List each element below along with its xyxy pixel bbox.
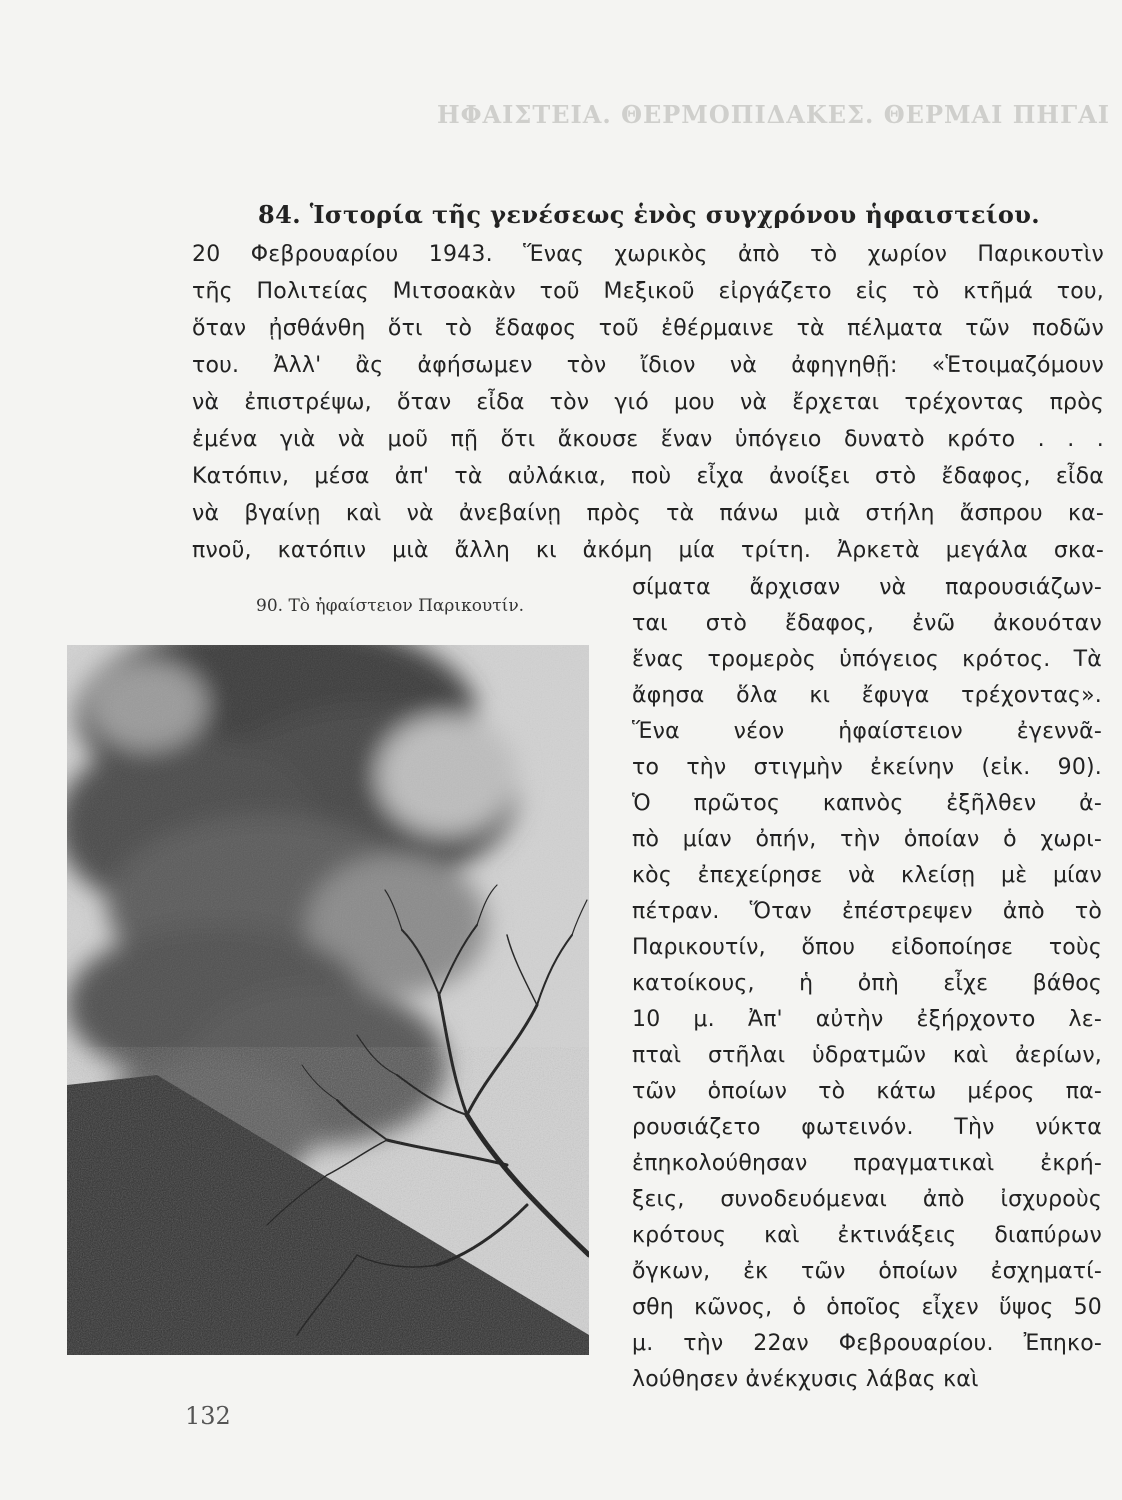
volcano-photo-image	[67, 645, 589, 1355]
volcano-photo	[67, 645, 589, 1355]
text-line: του. Ἀλλ' ἂς ἀφήσωμεν τὸν ἴδιον νὰ ἀφηγηθῇ: «Ἑτοιμαζόμουν	[192, 353, 1104, 378]
text-line: πταὶ στῆλαι ὑδρατμῶν καὶ ἀερίων,	[632, 1043, 1102, 1068]
text-line: ἐπηκολούθησαν πραγματικαὶ ἐκρή-	[632, 1151, 1102, 1176]
text-line: ρουσιάζετο φωτεινόν. Τὴν νύκτα	[632, 1115, 1102, 1140]
text-line: μ. τὴν 22αν Φεβρουαρίου. Ἐπηκο-	[632, 1331, 1102, 1356]
text-line: το τὴν στιγμὴν ἐκείνην (εἰκ. 90).	[632, 755, 1102, 780]
text-line: πέτραν. Ὅταν ἐπέστρεψεν ἀπὸ τὸ	[632, 899, 1102, 924]
text-line: Παρικουτίν, ὅπου εἰδοποίησε τοὺς	[632, 935, 1102, 960]
section-title: 84. Ἱστορία τῆς γενέσεως ἑνὸς συγχρόνου ἡφαιστείου.	[258, 200, 1041, 229]
text-line: ξεις, συνοδευόμεναι ἀπὸ ἰσχυροὺς	[632, 1187, 1102, 1212]
text-line: κρότους καὶ ἐκτινάξεις διαπύρων	[632, 1223, 1102, 1248]
text-line: Κατόπιν, μέσα ἀπ' τὰ αὐλάκια, ποὺ εἶχα ἀνοίξει στὸ ἔδαφος, εἶδα	[192, 464, 1104, 489]
text-line: τῆς Πολιτείας Μιτσοακὰν τοῦ Μεξικοῦ εἰργάζετο εἰς τὸ κτῆμά του,	[192, 279, 1104, 304]
text-line: 10 μ. Ἀπ' αὐτὴν ἐξήρχοντο λε-	[632, 1007, 1102, 1032]
text-line: κὸς ἐπεχείρησε νὰ κλείσῃ μὲ μίαν	[632, 863, 1102, 888]
text-line: ὄγκων, ἐκ τῶν ὁποίων ἐσχηματί-	[632, 1259, 1102, 1284]
figure-caption: 90. Τὸ ἡφαίστειον Παρικουτίν.	[256, 596, 525, 616]
text-line: σίματα ἄρχισαν νὰ παρουσιάζων-	[632, 575, 1102, 600]
text-line: Ὁ πρῶτος καπνὸς ἐξῆλθεν ἀ-	[632, 791, 1102, 816]
text-line: Ἕνα νέον ἡφαίστειον ἐγεννᾶ-	[632, 719, 1102, 744]
text-line: ἐμένα γιὰ νὰ μοῦ πῇ ὅτι ἄκουσε ἕναν ὑπόγειο δυνατὸ κρότο . . .	[192, 427, 1104, 452]
text-line: 20 Φεβρουαρίου 1943. Ἕνας χωρικὸς ἀπὸ τὸ χωρίον Παρικουτὶν	[192, 242, 1104, 267]
text-line: κατοίκους, ἡ ὀπὴ εἶχε βάθος	[632, 971, 1102, 996]
text-line: ὅταν ᾐσθάνθη ὅτι τὸ ἔδαφος τοῦ ἐθέρμαινε τὰ πέλματα τῶν ποδῶν	[192, 316, 1104, 341]
page-number: 132	[185, 1402, 231, 1430]
text-line: τῶν ὁποίων τὸ κάτω μέρος πα-	[632, 1079, 1102, 1104]
text-line: πνοῦ, κατόπιν μιὰ ἄλλη κι ἀκόμη μία τρίτη. Ἀρκετὰ μεγάλα σκα-	[192, 538, 1104, 563]
text-line: σθη κῶνος, ὁ ὁποῖος εἶχεν ὕψος 50	[632, 1295, 1102, 1320]
text-line: πὸ μίαν ὀπήν, τὴν ὁποίαν ὁ χωρι-	[632, 827, 1102, 852]
text-line: λούθησεν ἀνέκχυσις λάβας καὶ	[632, 1367, 979, 1392]
text-line: ἄφησα ὅλα κι ἔφυγα τρέχοντας».	[632, 683, 1102, 708]
text-line: νὰ ἐπιστρέψω, ὅταν εἶδα τὸν γιό μου νὰ ἔρχεται τρέχοντας πρὸς	[192, 390, 1104, 415]
text-line: νὰ βγαίνῃ καὶ νὰ ἀνεβαίνῃ πρὸς τὰ πάνω μιὰ στήλη ἄσπρου κα-	[192, 501, 1104, 526]
text-line: ται στὸ ἔδαφος, ἐνῶ ἀκουόταν	[632, 611, 1102, 636]
header-bleed-through: ΗΦΑΙΣΤΕΙΑ. ΘΕΡΜΟΠΙΔΑΚΕΣ. ΘΕΡΜΑΙ ΠΗΓΑΙ	[436, 100, 1110, 129]
text-line: ἕνας τρομερὸς ὑπόγειος κρότος. Τὰ	[632, 647, 1102, 672]
